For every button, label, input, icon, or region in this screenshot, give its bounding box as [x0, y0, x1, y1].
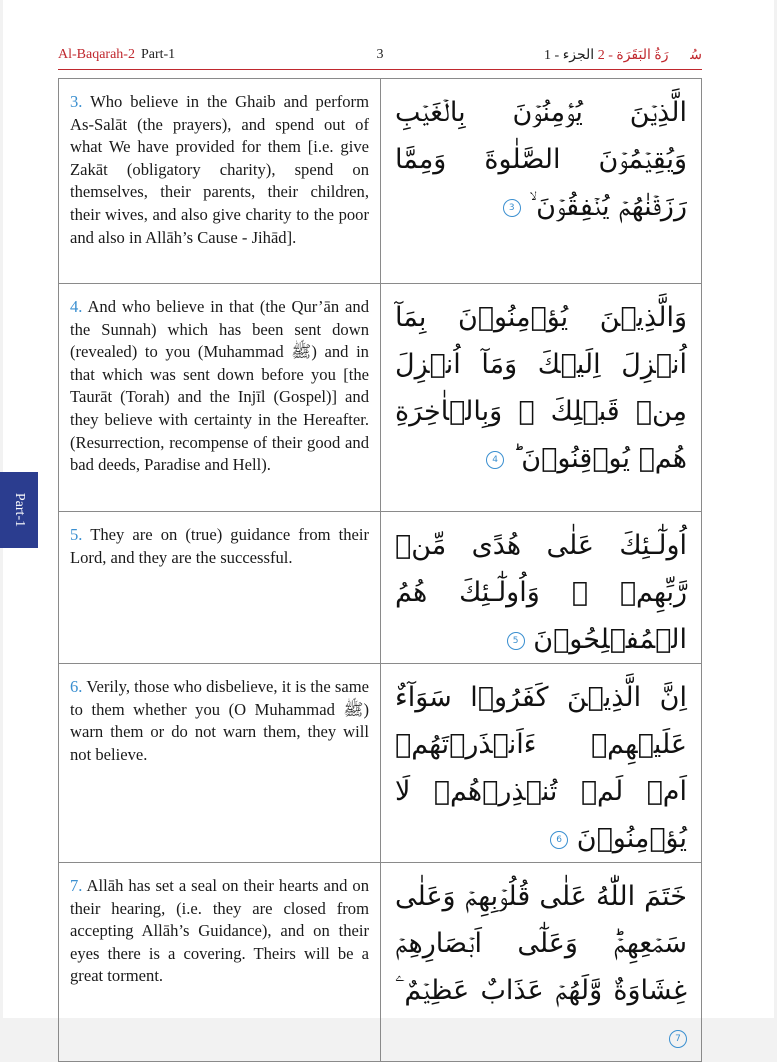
verse-number: 7.	[70, 876, 83, 895]
surah-title-ar: سُوۡرَةُ البَقَرَة - 2	[597, 48, 702, 63]
ayah-marker: 6	[550, 831, 568, 849]
arabic-cell	[381, 284, 702, 512]
translation-cell	[59, 284, 381, 512]
translation-cell	[59, 863, 381, 1062]
verse-table	[58, 78, 702, 1062]
translation-cell	[59, 79, 381, 284]
arabic-text: اُولٰٓـئِكَ عَلٰى هُدًى مِّنۡ رَّبِّهِمۡ ۚ وَاُولٰٓـئِكَ هُمُ الۡمُفۡلِحُوۡنَ	[395, 530, 687, 655]
header-divider	[58, 69, 702, 70]
arabic-cell	[381, 79, 702, 284]
verse-number: 5.	[70, 525, 83, 544]
verse-row	[59, 512, 702, 664]
verse-row	[59, 863, 702, 1062]
translation-cell	[59, 664, 381, 863]
part-side-tab-label: Part-1	[12, 492, 27, 528]
verse-number: 3.	[70, 92, 83, 111]
part-label-ar: الجزء - 1	[544, 48, 595, 63]
arabic-text: الَّذِيۡنَ يُؤۡمِنُوۡنَ بِالۡغَيۡبِ وَيُقِيۡمُوۡنَ الصَّلٰوةَ وَمِمَّا رَزَقۡنٰهُمۡ يُنۡفِقُوۡنَ ۙ	[395, 97, 687, 222]
translation-cell	[59, 512, 381, 664]
translation-text: And who believe in that (the Qur’ān and the Sunnah) which has been sent down (revealed) to you (Muhammad ﷺ) and in that which was sent down before you [the Taurāt (Torah) and the Injīl (Gospel)] and they believe with certainty in the Hereafter. (Resurrection, recompense of their good and bad deeds, Paradise and Hell).	[70, 297, 370, 475]
verse-row	[59, 79, 702, 284]
part-side-tab[interactable]	[0, 472, 38, 548]
verse-row	[59, 284, 702, 512]
ayah-marker: 7	[669, 1030, 687, 1048]
translation-text: Allāh has set a seal on their hearts and on their hearing, (i.e. they are closed from accepting Allāh’s Guidance), and on their eyes there is a covering. Theirs will be a great torment.	[70, 876, 370, 986]
ayah-marker: 4	[486, 451, 504, 469]
header-right	[544, 47, 702, 64]
arabic-cell	[381, 863, 702, 1062]
arabic-text: وَالَّذِيۡنَ يُؤۡمِنُوۡنَ بِمَآ اُنۡزِلَ اِلَيۡكَ وَمَآ اُنۡزِلَ مِنۡ قَبۡلِكَ ۚ وَبِالۡاٰخِرَةِ هُمۡ يُوۡقِنُوۡنَ ؕ	[395, 302, 687, 474]
verse-number: 4.	[70, 297, 83, 316]
part-label-en: Part-1	[140, 47, 176, 62]
ayah-marker: 5	[507, 632, 525, 650]
verse-row	[59, 664, 702, 863]
arabic-cell	[381, 664, 702, 863]
ayah-marker: 3	[503, 199, 521, 217]
arabic-text: خَتَمَ اللّٰهُ عَلٰى قُلُوۡبِهِمۡ وَعَلٰى سَمۡعِهِمۡ‌ؕ وَعَلٰٓى اَبۡصَارِهِمۡ غِشَاوَةٌ وَّلَهُمۡ عَذَابٌ عَظِيۡمٌ ۧ	[395, 881, 687, 1006]
verse-number: 6.	[70, 677, 83, 696]
surah-title-en: Al-Baqarah-2	[58, 47, 135, 62]
translation-text: Verily, those who disbelieve, it is the same to them whether you (O Muhammad ﷺ) warn them or do not warn them, they will not believe.	[70, 677, 369, 764]
page-header	[58, 47, 702, 67]
arabic-cell	[381, 512, 702, 664]
translation-text: They are on (true) guidance from their Lord, and they are the successful.	[70, 525, 369, 567]
translation-text: Who believe in the Ghaib and perform As-Salāt (the prayers), and spend out of what We have provided for them [i.e. give Zakāt (obligatory charity), spend on themselves, their parents, their children, their wives, and also give charity to the poor and also in Allāh’s Cause - Jihād].	[70, 92, 369, 247]
arabic-text: اِنَّ الَّذِيۡنَ كَفَرُوۡا سَوَآءٌ عَلَيۡهِمۡ ءَاَنۡذَرۡتَهُمۡ اَمۡ لَمۡ تُنۡذِرۡهُمۡ لَا يُؤۡمِنُوۡنَ	[395, 682, 687, 854]
page-number: 3	[376, 47, 384, 62]
